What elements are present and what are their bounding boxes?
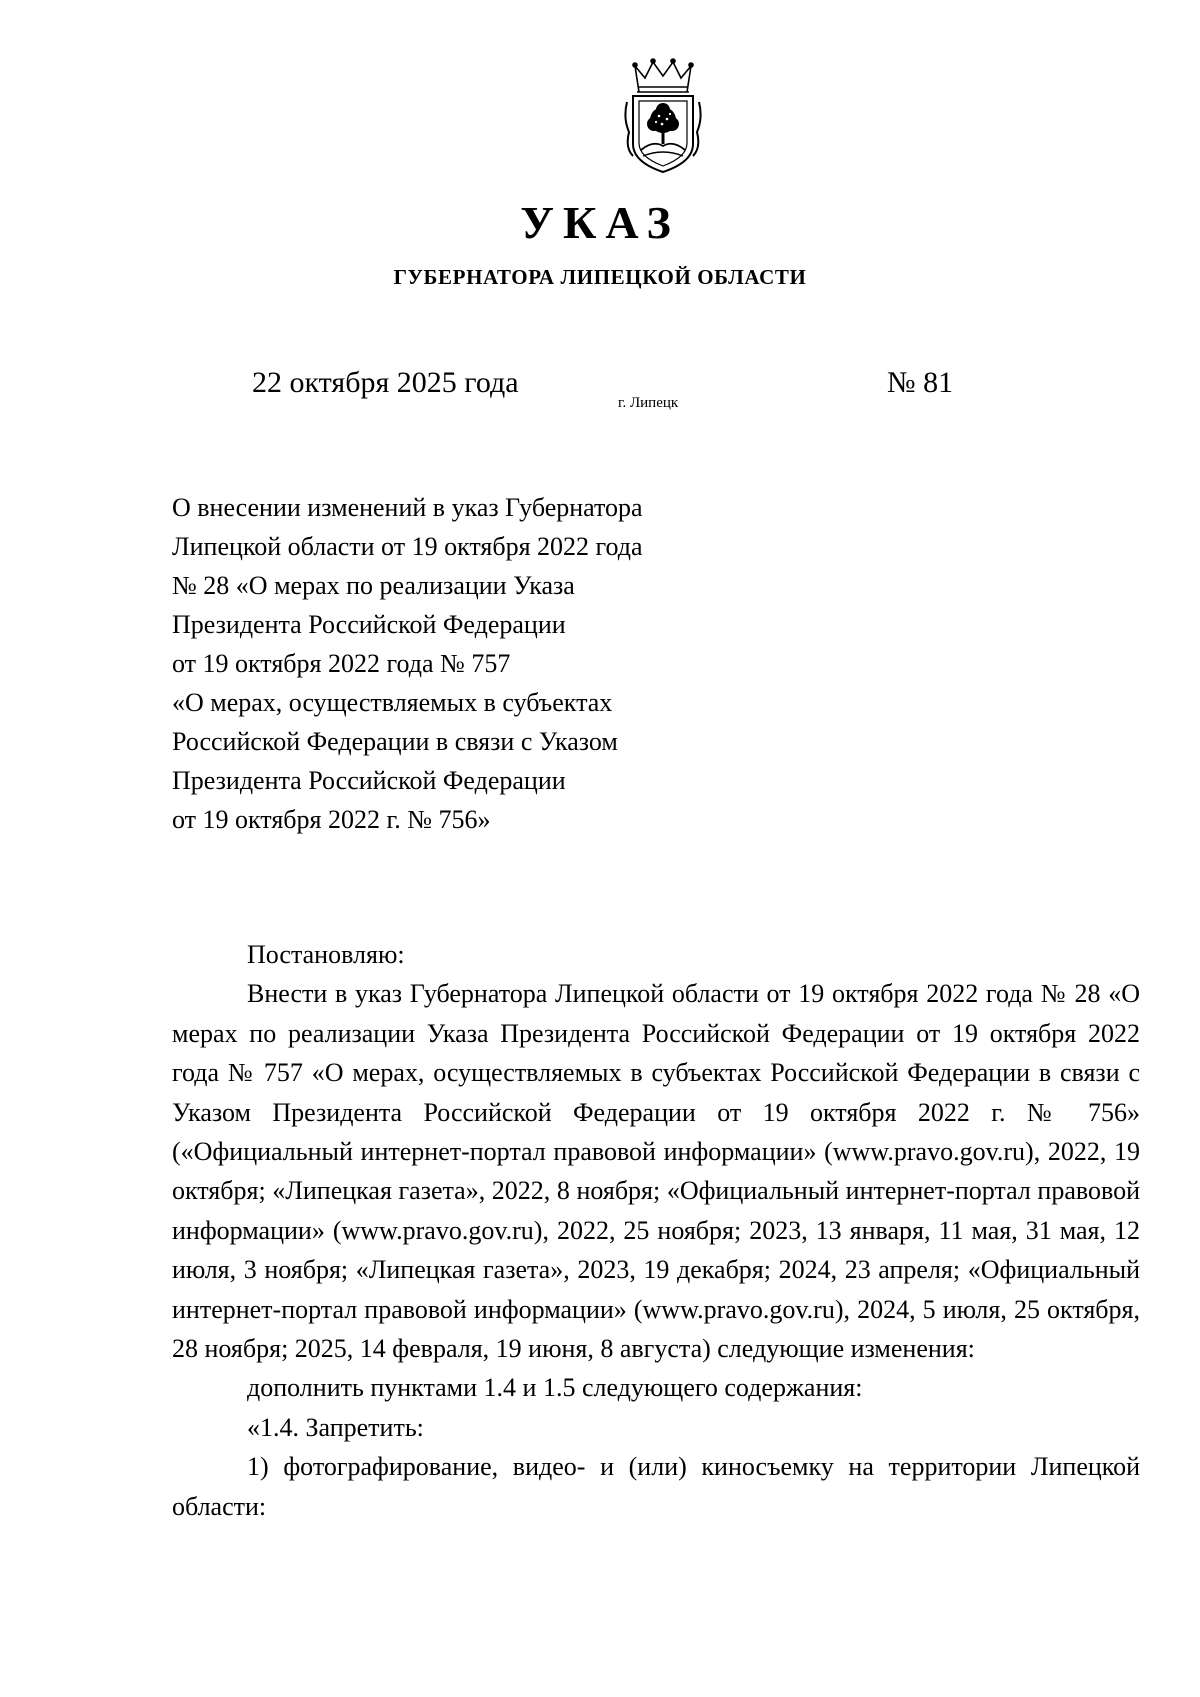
coat-of-arms-icon bbox=[621, 58, 705, 178]
document-title: УКАЗ bbox=[520, 197, 680, 248]
subitem-1: 1) фотографирование, видео- и (или) киносъемку на территории Липецкой области: bbox=[172, 1452, 1140, 1521]
heading-line: Президента Российской Федерации bbox=[172, 766, 566, 795]
heading-line: от 19 октября 2022 г. № 756» bbox=[172, 805, 491, 834]
coat-of-arms-emblem bbox=[621, 58, 705, 178]
decree-number: № 81 bbox=[887, 366, 954, 399]
heading-line: № 28 «О мерах по реализации Указа bbox=[172, 571, 575, 600]
heading-line: О внесении изменений в указ Губернатора bbox=[172, 493, 643, 522]
heading-line: Президента Российской Федерации bbox=[172, 610, 566, 639]
decree-word: Постановляю: bbox=[247, 940, 405, 969]
heading-line: Российской Федерации в связи с Указом bbox=[172, 727, 618, 756]
decree-body bbox=[172, 935, 1140, 1526]
main-paragraph: Внести в указ Губернатора Липецкой области от 19 октября 2022 года № 28 «О мерах по реализации Указа Президента Российской Федерации от 19 октября 2022 года № 757 «О мерах, осуществляемых в субъектах Российской Федерации в связи с Указом Президента Российской Федерации от 19 октября 2022 г. № 756» («Официальный интернет-портал правовой информации» (www.pravo.gov.ru), 2022, 19 октября; «Липецкая газета», 2022, 8 ноября; «Официальный интернет-портал правовой информации» (www.pravo.gov.ru), 2022, 25 ноября; 2023, 13 января, 11 мая, 31 мая, 12 июля, 3 ноября; «Липецкая газета», 2023, 19 декабря; 2024, 23 апреля; «Официальный интернет-портал правовой информации» (www.pravo.gov.ru), 2024, 5 июля, 25 октября, 28 ноября; 2025, 14 февраля, 19 июня, 8 августа) следующие изменения: bbox=[172, 979, 1140, 1364]
heading-line: «О мерах, осуществляемых в субъектах bbox=[172, 688, 613, 717]
item-1-4: «1.4. Запретить: bbox=[247, 1412, 424, 1442]
decree-city: г. Липецк bbox=[618, 395, 679, 411]
decree-date: 22 октября 2025 года bbox=[252, 366, 519, 399]
heading-line: Липецкой области от 19 октября 2022 года bbox=[172, 532, 643, 561]
supplement-paragraph: дополнить пунктами 1.4 и 1.5 следующего содержания: bbox=[247, 1373, 863, 1403]
document-subtitle: ГУБЕРНАТОРА ЛИПЕЦКОЙ ОБЛАСТИ bbox=[393, 265, 807, 289]
decree-heading bbox=[172, 488, 732, 839]
heading-line: от 19 октября 2022 года № 757 bbox=[172, 649, 511, 678]
